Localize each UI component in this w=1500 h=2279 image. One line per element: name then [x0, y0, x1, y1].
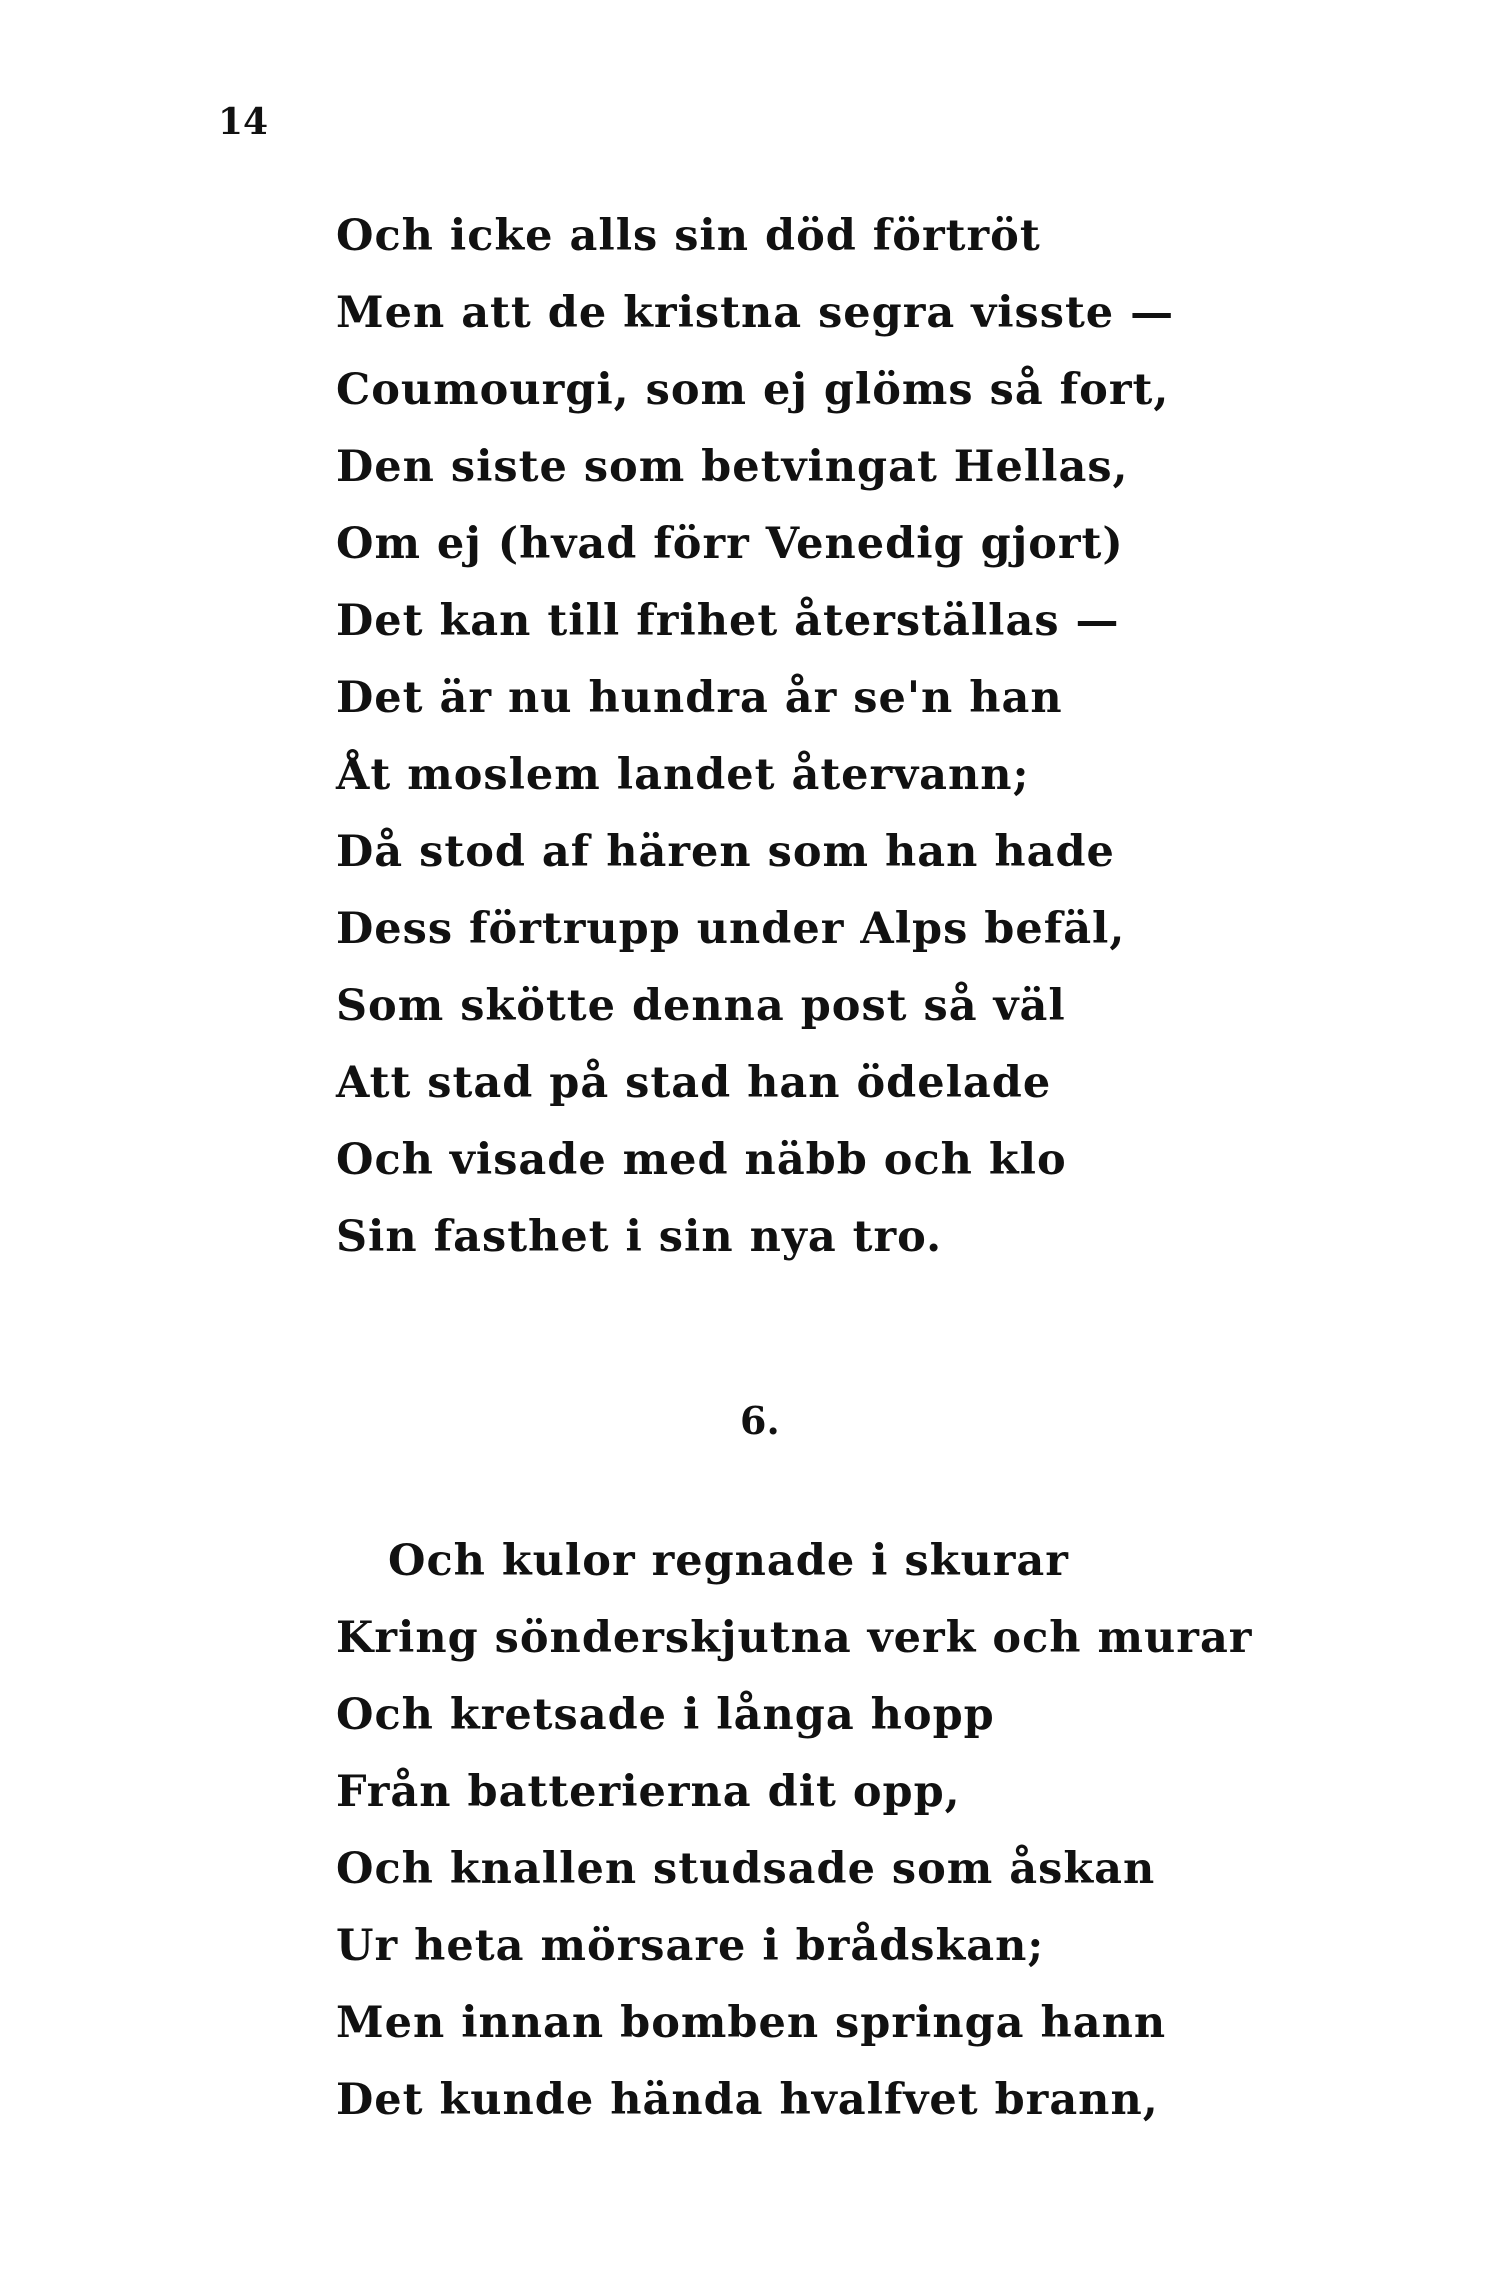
poem-line: Sin fasthet i sin nya tro. [336, 1212, 943, 1262]
section-number: 6. [740, 1398, 780, 1443]
poem-line: Åt moslem landet återvann; [336, 750, 1030, 800]
poem-line: Ur heta mörsare i brådskan; [336, 1921, 1045, 1971]
poem-stanza-2 [336, 1523, 1252, 2139]
poem-line: Dess förtrupp under Alps befäl, [336, 904, 1126, 954]
poem-stanza-1 [336, 198, 1174, 1276]
poem-line: Men att de kristna segra visste — [336, 288, 1175, 338]
poem-line: Då stod af hären som han hade [336, 827, 1115, 877]
poem-line: Det kunde hända hvalfvet brann, [336, 2075, 1159, 2125]
poem-line: Och knallen studsade som åskan [336, 1844, 1156, 1894]
poem-line: Och icke alls sin död förtröt [336, 211, 1041, 261]
poem-line: Som skötte denna post så väl [336, 981, 1066, 1031]
poem-line: Coumourgi, som ej glöms så fort, [336, 365, 1170, 415]
poem-line: Kring sönderskjutna verk och murar [336, 1613, 1253, 1663]
page-number: 14 [218, 101, 269, 143]
poem-line: Och kulor regnade i skurar [388, 1536, 1069, 1586]
poem-line: Det är nu hundra år se'n han [336, 673, 1063, 723]
poem-line: Att stad på stad han ödelade [336, 1058, 1052, 1108]
poem-line: Om ej (hvad förr Venedig gjort) [336, 519, 1124, 569]
poem-line: Men innan bomben springa hann [336, 1998, 1167, 2048]
poem-line: Och kretsade i långa hopp [336, 1690, 995, 1740]
poem-line: Och visade med näbb och klo [336, 1135, 1067, 1185]
poem-line: Det kan till frihet återställas — [336, 596, 1120, 646]
poem-line: Den siste som betvingat Hellas, [336, 442, 1129, 492]
poem-line: Från batterierna dit opp, [336, 1767, 961, 1817]
